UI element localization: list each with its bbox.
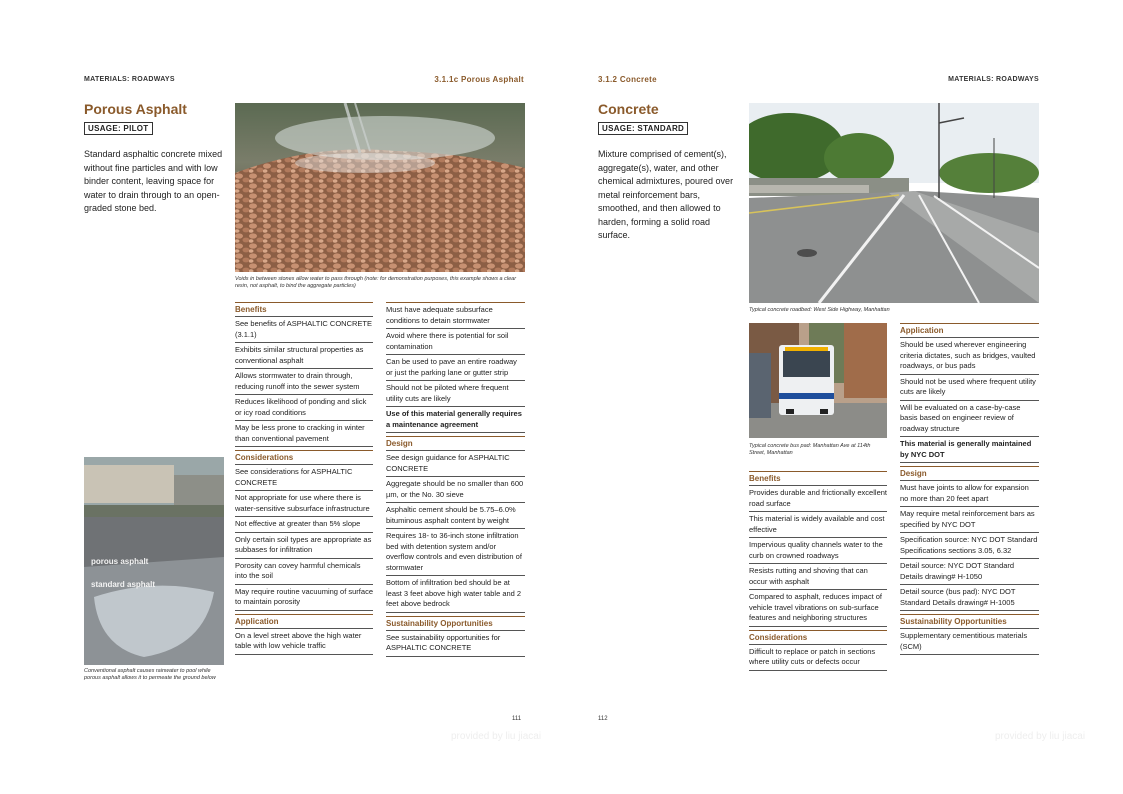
intro-text: Standard asphaltic concrete mixed without fine particles and with low binder content, leaving space for water to drain through to an open-graded stone bed. — [84, 149, 223, 213]
list-item: Not appropriate for use where there is water-sensitive subsurface infrastructure — [235, 491, 373, 517]
pooling-comparison-photo — [84, 457, 224, 665]
list-item: Must have joints to allow for expansion no more than 20 feet apart — [900, 481, 1039, 507]
main-photo-caption: Typical concrete roadbed: West Side Highway, Manhattan — [749, 307, 890, 313]
list-item: See design guidance for ASPHALTIC CONCRETE — [386, 451, 525, 477]
list-item: Exhibits similar structural properties as conventional asphalt — [235, 343, 373, 369]
section — [235, 614, 373, 655]
list-item: Allows stormwater to drain through, reducing runoff into the sewer system — [235, 369, 373, 395]
section — [900, 466, 1039, 611]
list-item: Difficult to replace or patch in sections where utility cuts or defects occur — [749, 645, 887, 671]
list-item: See considerations for ASPHALTIC CONCRETE — [235, 465, 373, 491]
list-item: Supplementary cementitious materials (SCM) — [900, 629, 1039, 655]
list-item: Compared to asphalt, reduces impact of vehicle travel vibrations on sub-surface features and neighboring structures — [749, 590, 887, 627]
bus-pad-photo — [749, 323, 887, 438]
section — [386, 616, 525, 657]
left-page — [0, 0, 561, 794]
list-item: Use of this material generally requires a maintenance agreement — [386, 407, 525, 433]
label-standard-asphalt: standard asphalt — [91, 580, 156, 589]
list-item: Porosity can covey harmful chemicals into the soil — [235, 559, 373, 585]
right-col2 — [900, 323, 1039, 655]
list-item: Specification source: NYC DOT Standard Specifications sections 3.05, 6.32 — [900, 533, 1039, 559]
section-title: Sustainability Opportunities — [900, 615, 1039, 629]
running-head-left: MATERIALS: ROADWAYS — [84, 76, 175, 83]
section — [386, 436, 525, 613]
section — [235, 450, 373, 611]
list-item: Detail source: NYC DOT Standard Details drawing# H-1050 — [900, 559, 1039, 585]
section — [749, 630, 887, 671]
watermark: provided by liu jiacai — [995, 731, 1086, 742]
list-item: May require routine vacuuming of surface to maintain porosity — [235, 585, 373, 611]
list-item: Should not be piloted where frequent utility cuts are likely — [386, 381, 525, 407]
main-photo-caption: Voids in between stones allow water to pass through (note: for demonstration purposes, this example shows a clear resin, not asphalt, to bind the aggregate particles) — [235, 276, 517, 289]
list-item: Reduces likelihood of ponding and slick or icy road conditions — [235, 395, 373, 421]
section-title: Benefits — [749, 472, 887, 486]
usage-badge: USAGE: STANDARD — [598, 122, 688, 135]
section-title: Considerations — [235, 451, 373, 465]
right-col1 — [749, 471, 887, 671]
list-item: Aggregate should be no smaller than 600 µm, or the No. 30 sieve — [386, 477, 525, 503]
list-item: Can be used to pave an entire roadway or just the parking lane or gutter strip — [386, 355, 525, 381]
running-head-section: 3.1.2 Concrete — [598, 75, 657, 84]
right-page — [562, 0, 1123, 794]
section-title: Design — [900, 467, 1039, 481]
list-item: This material is widely available and cost effective — [749, 512, 887, 538]
page-number: 112 — [598, 716, 608, 722]
list-item: See benefits of ASPHALTIC CONCRETE (3.1.1) — [235, 317, 373, 343]
list-item: Should be used wherever engineering criteria dictates, such as bridges, vaulted roadways, or bus pads — [900, 338, 1039, 375]
section-title: Sustainability Opportunities — [386, 617, 525, 631]
list-item: Avoid where there is potential for soil contamination — [386, 329, 525, 355]
page-number: 111 — [512, 716, 522, 722]
list-item: Resists rutting and shoving that can occur with asphalt — [749, 564, 887, 590]
list-item: Only certain soil types are appropriate as subbases for infiltration — [235, 533, 373, 559]
watermark: provided by liu jiacai — [451, 731, 542, 742]
list-item: Bottom of infiltration bed should be at least 3 feet above high water table and 2 feet above bedrock — [386, 576, 525, 613]
small-photo-caption: Typical concrete bus pad: Manhattan Ave at 114th Street, Manhattan — [749, 443, 871, 456]
list-item: See sustainability opportunities for ASPHALTIC CONCRETE — [386, 631, 525, 657]
porous-asphalt-photo — [235, 103, 525, 272]
list-item: Requires 18- to 36-inch stone infiltration bed with detention system and/or overflow controls and even distribution of stormwater — [386, 529, 525, 576]
list-item: May be less prone to cracking in winter than conventional pavement — [235, 421, 373, 447]
page-title: Concrete — [598, 101, 659, 117]
running-head-right: MATERIALS: ROADWAYS — [948, 76, 1039, 83]
intro-text: Mixture comprised of cement(s), aggregate(s), water, and other chemical admixtures, poured over metal reinforcement bars, smoothed, and then allowed to harden, forming a solid road surface. — [598, 149, 734, 240]
list-item: Asphaltic cement should be 5.75–6.0% bituminous asphalt content by weight — [386, 503, 525, 529]
section — [900, 614, 1039, 655]
list-item: Impervious quality channels water to the curb on crowned roadways — [749, 538, 887, 564]
section-title: Considerations — [749, 631, 887, 645]
label-porous-asphalt: porous asphalt — [91, 557, 149, 566]
left-col2 — [386, 302, 525, 657]
section-title: Benefits — [235, 303, 373, 317]
section-title: Design — [386, 437, 525, 451]
section — [749, 471, 887, 627]
list-item: Must have adequate subsurface conditions to detain stormwater — [386, 303, 525, 329]
section-title: Application — [900, 324, 1039, 338]
list-item: Provides durable and frictionally excellent road surface — [749, 486, 887, 512]
left-col1 — [235, 302, 373, 655]
concrete-roadbed-photo — [749, 103, 1039, 303]
section — [386, 302, 525, 433]
list-item: May require metal reinforcement bars as specified by NYC DOT — [900, 507, 1039, 533]
list-item: Should not be used where frequent utility cuts are likely — [900, 375, 1039, 401]
section — [235, 302, 373, 447]
usage-badge: USAGE: PILOT — [84, 122, 153, 135]
list-item: Not effective at greater than 5% slope — [235, 517, 373, 533]
section-title: Application — [235, 615, 373, 629]
list-item: Detail source (bus pad): NYC DOT Standard Details drawing# H-1005 — [900, 585, 1039, 611]
running-head-section: 3.1.1c Porous Asphalt — [434, 75, 524, 84]
list-item: Will be evaluated on a case-by-case basis based on engineer review of roadway structure — [900, 401, 1039, 438]
list-item: This material is generally maintained by NYC DOT — [900, 437, 1039, 463]
list-item: On a level street above the high water table with low vehicle traffic — [235, 629, 373, 655]
small-photo-caption: Conventional asphalt causes rainwater to pool while porous asphalt allows it to permeate the ground below — [84, 668, 216, 681]
page-title: Porous Asphalt — [84, 101, 187, 117]
section — [900, 323, 1039, 463]
